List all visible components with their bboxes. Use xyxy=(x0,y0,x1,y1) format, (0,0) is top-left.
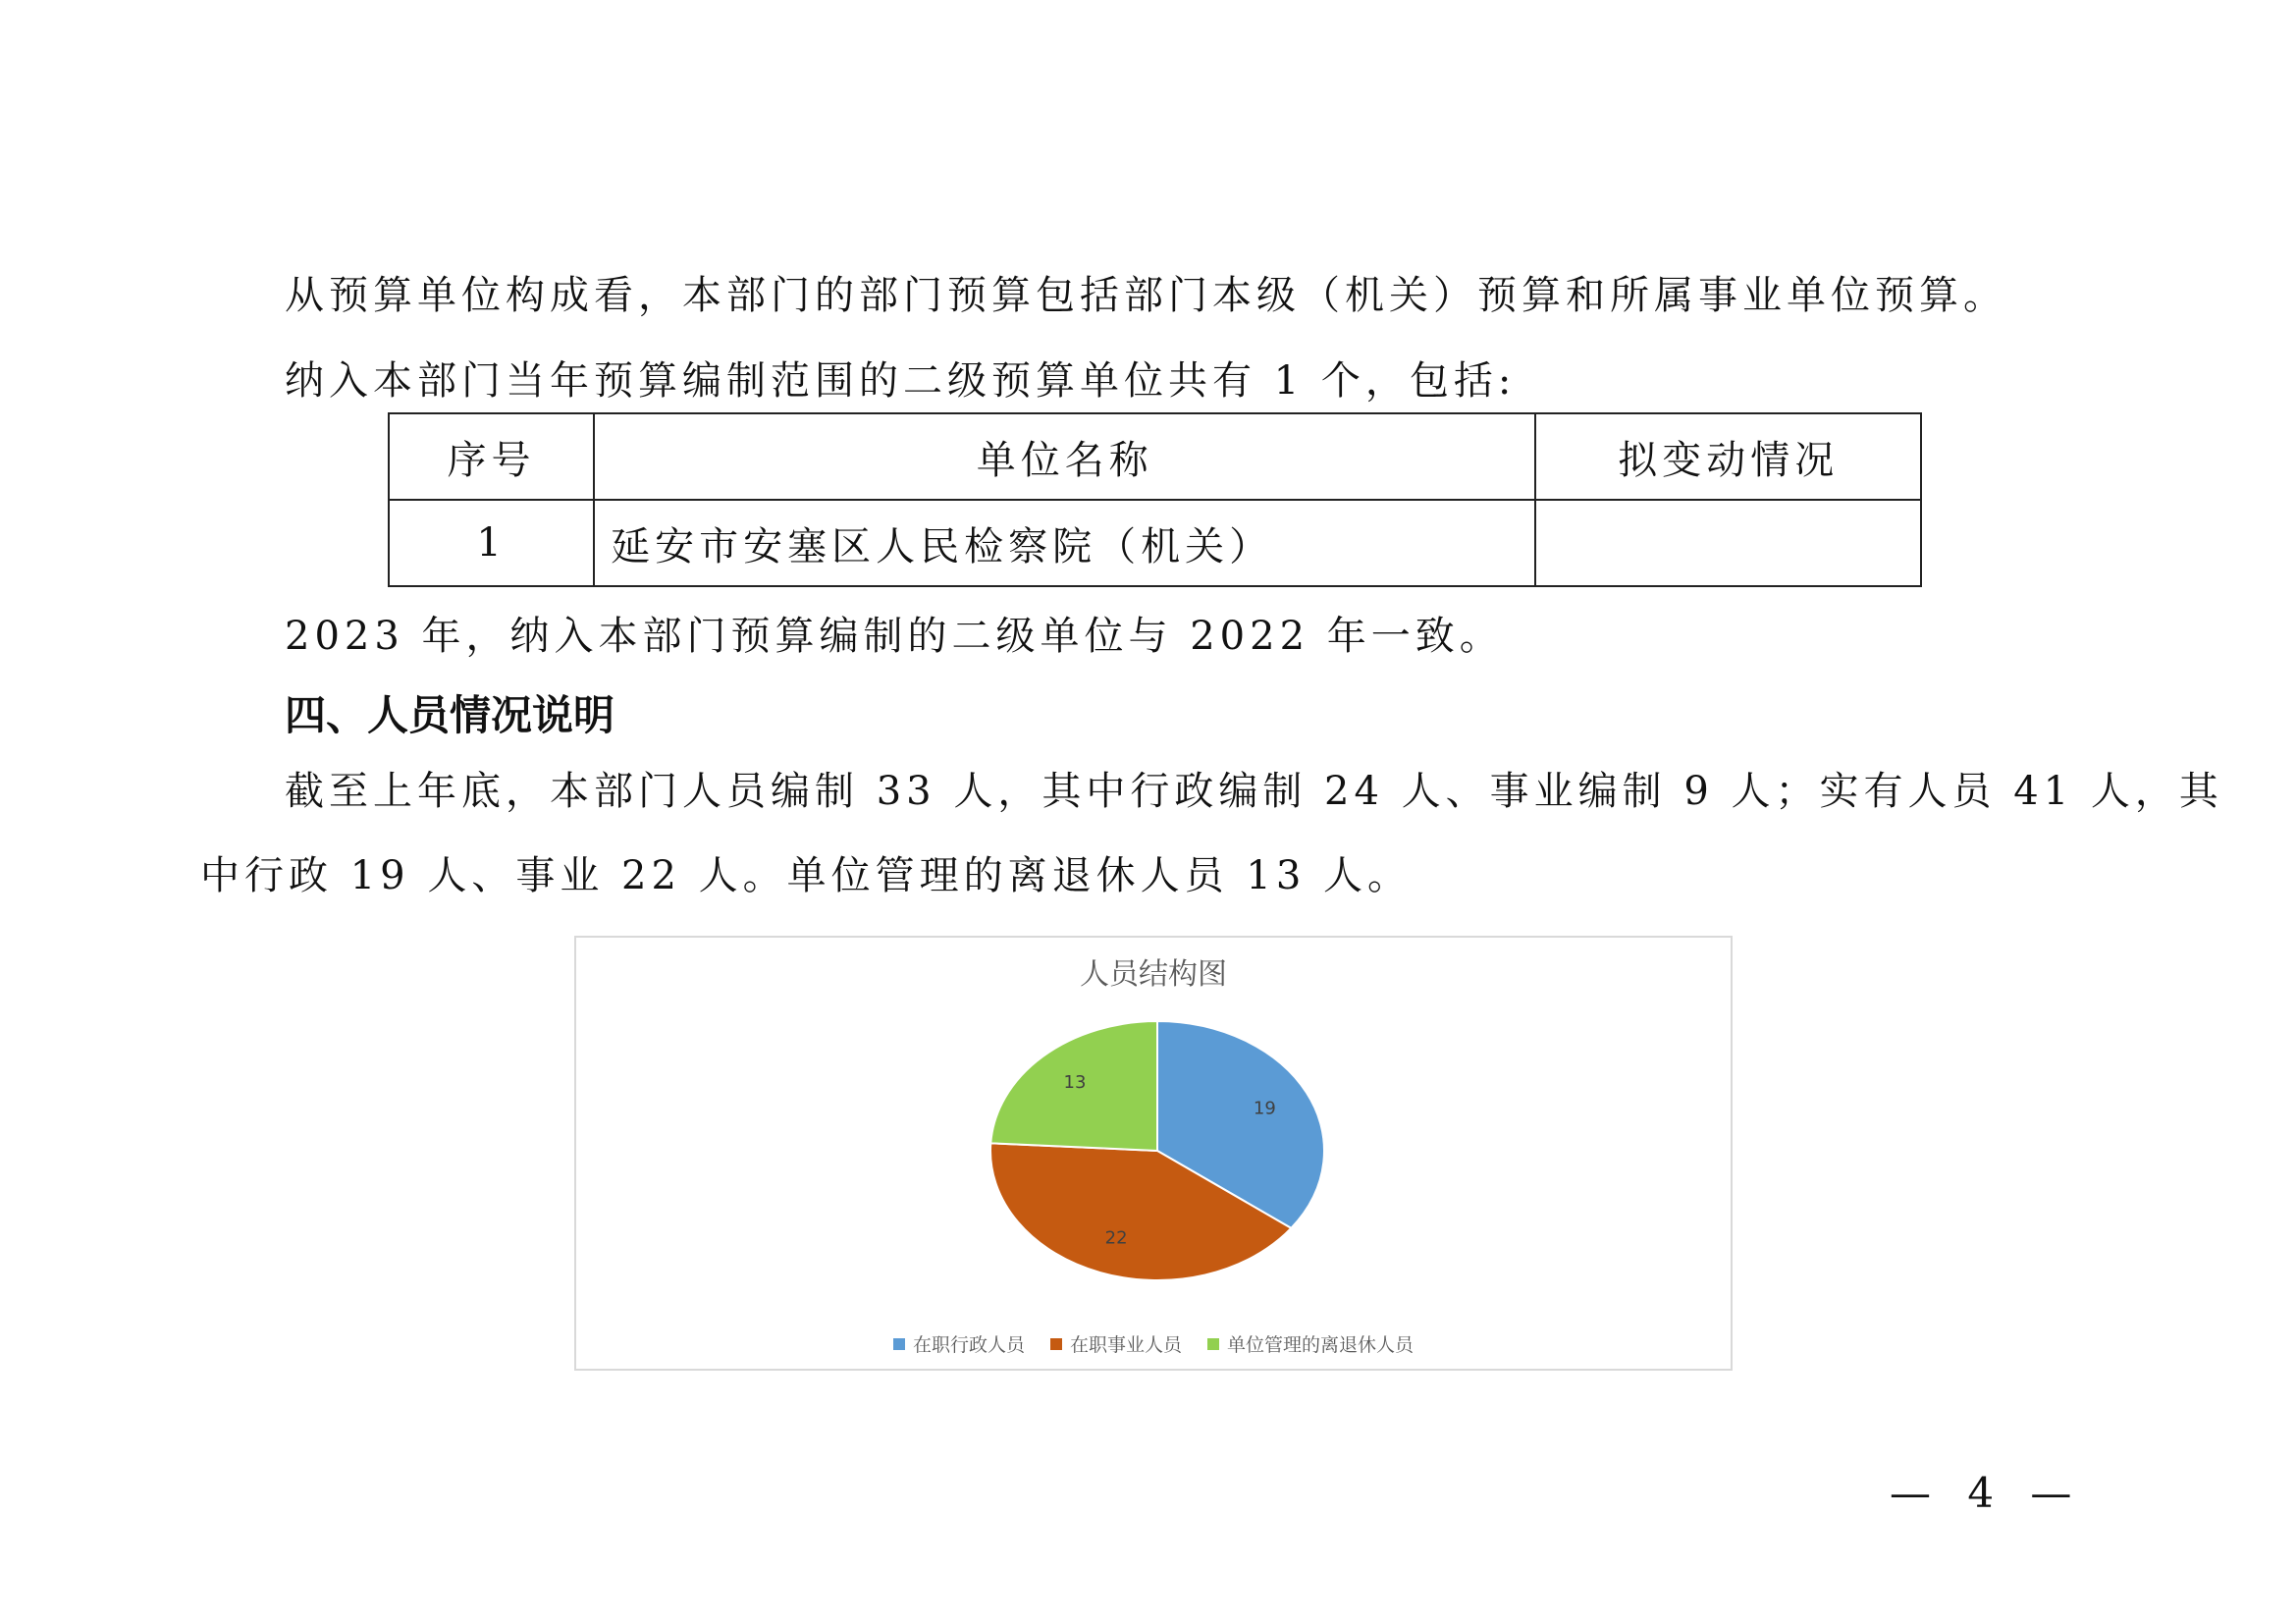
table-cell-change xyxy=(1535,500,1921,586)
secondary-units-table xyxy=(388,412,1922,587)
paragraph-consistency: 2023 年，纳入本部门预算编制的二级单位与 2022 年一致。 xyxy=(285,614,1504,659)
legend-swatch-2 xyxy=(1207,1338,1219,1350)
table-cell-index: 1 xyxy=(389,500,594,586)
legend-item-2 xyxy=(1207,1330,1414,1357)
table-header-index: 序号 xyxy=(389,413,594,500)
table-header-change: 拟变动情况 xyxy=(1535,413,1921,500)
legend-label-2: 单位管理的离退休人员 xyxy=(1227,1334,1415,1356)
pie-data-label-0: 19 xyxy=(1253,1098,1276,1119)
table-cell-unit-name: 延安市安塞区人民检察院（机关） xyxy=(594,500,1535,586)
table-row xyxy=(389,500,1921,586)
paragraph-personnel-line2: 中行政 19 人、事业 22 人。单位管理的离退休人员 13 人。 xyxy=(200,853,1412,898)
section-heading-personnel: 四、人员情况说明 xyxy=(285,691,615,739)
legend-swatch-1 xyxy=(1050,1338,1062,1350)
pie-data-label-2: 13 xyxy=(1063,1071,1087,1093)
paragraph-secondary-units: 纳入本部门当年预算编制范围的二级预算单位共有 1 个，包括: xyxy=(285,358,1517,404)
chart-title: 人员结构图 xyxy=(1080,957,1227,992)
chart-legend xyxy=(576,1330,1731,1357)
legend-item-0 xyxy=(893,1330,1025,1357)
pie-data-label-1: 22 xyxy=(1104,1227,1128,1249)
legend-swatch-0 xyxy=(893,1338,905,1350)
table-header-row xyxy=(389,413,1921,500)
legend-label-0: 在职行政人员 xyxy=(912,1334,1025,1356)
table-header-unit-name: 单位名称 xyxy=(594,413,1535,500)
paragraph-budget-composition: 从预算单位构成看，本部门的部门预算包括部门本级（机关）预算和所属事业单位预算。 xyxy=(285,273,2007,318)
paragraph-personnel-line1: 截至上年底，本部门人员编制 33 人，其中行政编制 24 人、事业编制 9 人；实有人员 41 人，其 xyxy=(285,769,2223,814)
pie-chart-canvas xyxy=(576,938,1731,1369)
legend-label-1: 在职事业人员 xyxy=(1069,1334,1182,1356)
personnel-pie-chart xyxy=(574,936,1733,1371)
page-number: — 4 — xyxy=(1890,1469,2084,1517)
legend-item-1 xyxy=(1050,1330,1182,1357)
